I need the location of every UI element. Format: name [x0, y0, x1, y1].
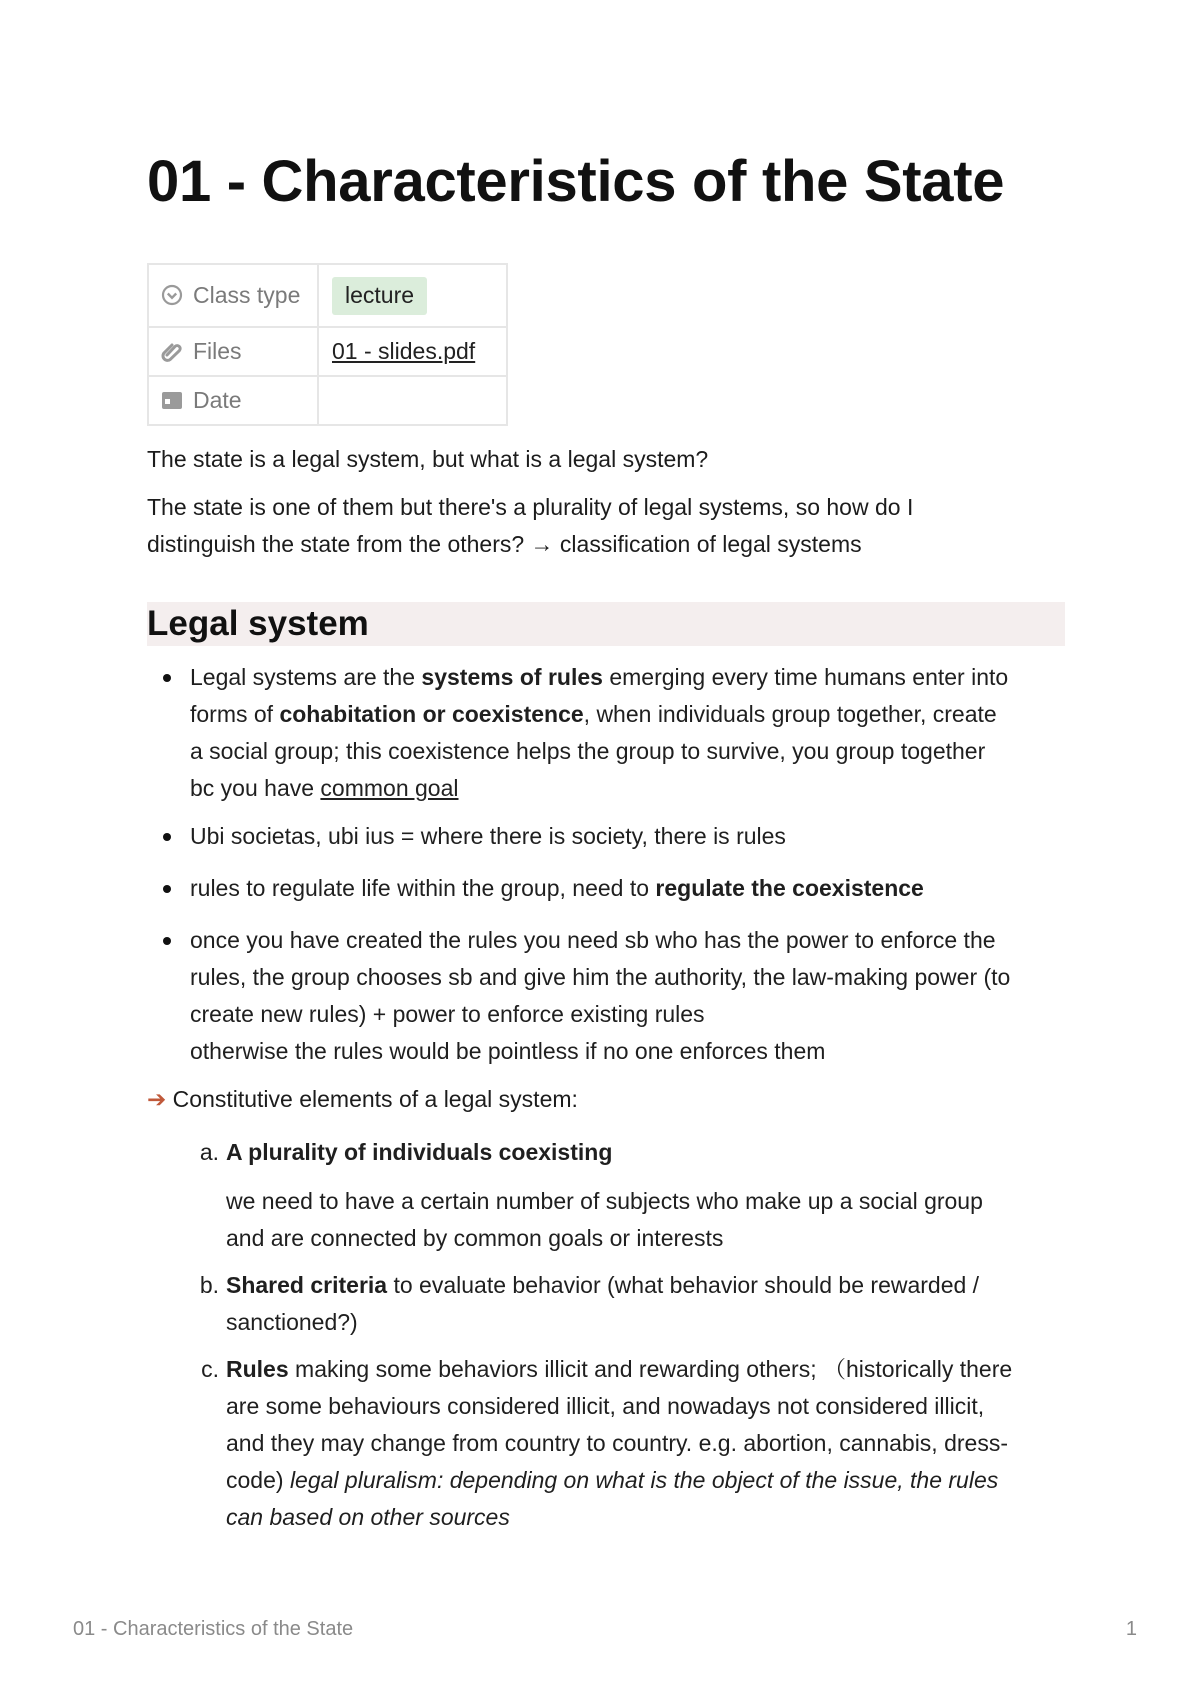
ordered-item-c: c. Rules making some behaviors illicit and rewarding others; （historically there are some behaviours considered illicit, and nowadays not considered illicit, and they may change from country to country. e.g. abortion, cannabis, dress- code) legal pluralism: depending on what is the object of the issue, the rules can based on other sources — [226, 1351, 1065, 1536]
constitutive-paragraph: ➔ Constitutive elements of a legal system: — [147, 1086, 578, 1112]
bullet-icon — [163, 674, 171, 682]
list-item: rules to regulate life within the group, need to regulate the coexistence — [190, 870, 1065, 907]
calendar-icon — [161, 389, 183, 411]
property-key — [148, 327, 318, 376]
intro-text: The state is a legal system, but what is a legal system? — [147, 446, 709, 472]
list-marker: b. — [199, 1272, 219, 1298]
ordered-item-b: b. Shared criteria to evaluate behavior (what behavior should be rewarded / sanctioned?) — [226, 1267, 1065, 1341]
bullet-icon — [163, 833, 171, 841]
file-link[interactable]: 01 - slides.pdf — [332, 338, 476, 364]
footer-title: 01 - Characteristics of the State — [73, 1618, 354, 1640]
intro-paragraph — [147, 441, 1065, 478]
page-number: 1 — [1125, 1618, 1137, 1640]
property-value — [318, 327, 507, 376]
paperclip-icon — [161, 340, 183, 362]
list-item: Legal systems are the systems of rules emerging every time humans enter into forms of cohabitation or coexistence, when individuals group together, create a social group; this coexistence helps the group to survive, you group together bc you have common goal — [190, 659, 1065, 807]
intro-text: distinguish the state from the others? → classification of legal systems — [147, 531, 862, 557]
arrow-icon: ➔ — [147, 1086, 167, 1112]
page-title: 01 - Characteristics of the State — [147, 149, 1005, 214]
underlined-text: common goal — [320, 775, 459, 801]
property-row-date — [148, 376, 507, 425]
list-marker: c. — [201, 1356, 219, 1382]
list-marker: a. — [199, 1139, 219, 1165]
class-type-tag[interactable]: lecture — [332, 277, 427, 315]
properties-table — [147, 263, 508, 426]
property-row-files — [148, 327, 507, 376]
date-value[interactable] — [318, 376, 507, 425]
property-label: Date — [193, 387, 242, 413]
property-value — [318, 264, 507, 327]
property-label: Class type — [193, 282, 301, 308]
bullet-icon — [163, 885, 171, 893]
list-item: once you have created the rules you need sb who has the power to enforce the rules, the group chooses sb and give him the authority, the law-making power (to create new rules) + power to enforce existing rules otherwise the rules would be pointless if no one enforces them — [190, 922, 1065, 1070]
list-item: Ubi societas, ubi ius = where there is society, there is rules — [190, 818, 1065, 855]
bullet-icon — [163, 937, 171, 945]
intro-text: The state is one of them but there's a plurality of legal systems, so how do I — [147, 494, 914, 520]
property-label: Files — [193, 338, 242, 364]
select-icon — [161, 284, 183, 306]
property-key — [148, 376, 318, 425]
ordered-item-a-description: we need to have a certain number of subjects who make up a social group and are connected by common goals or interests — [226, 1188, 983, 1251]
property-row-class-type — [148, 264, 507, 327]
property-key — [148, 264, 318, 327]
section-heading: Legal system — [147, 602, 1065, 646]
intro-paragraph — [147, 489, 1065, 563]
ordered-item-a: a. A plurality of individuals coexisting — [226, 1134, 1065, 1171]
